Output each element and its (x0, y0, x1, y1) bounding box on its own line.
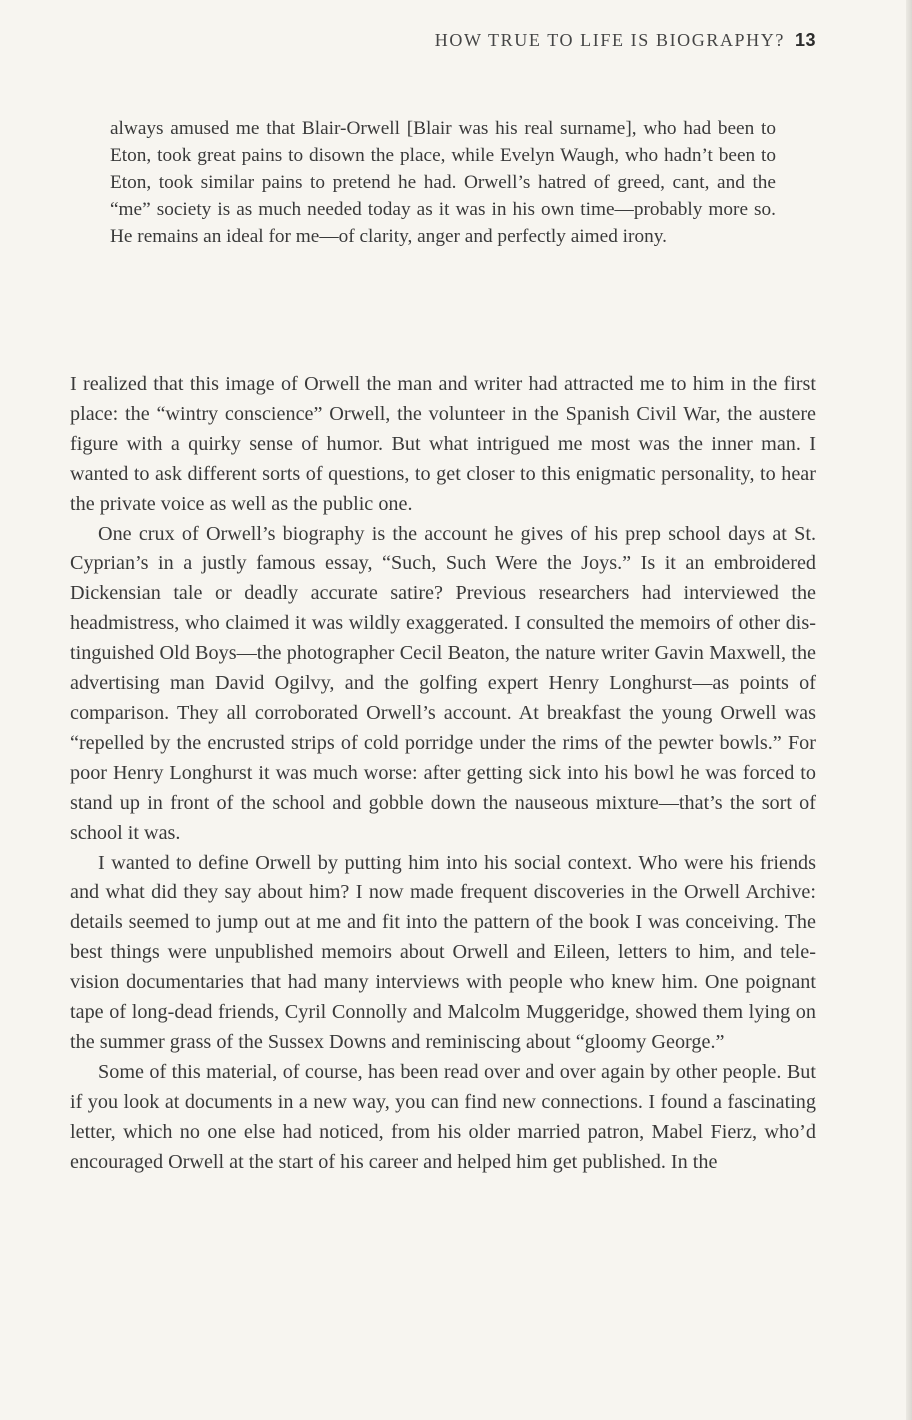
paragraph: One crux of Orwell’s biography is the account he gives of his prep school days at St. Cyprian’s in a justly famous essay, “Such, Such Were the Joys.” Is it an embroidered Dickensian tale or deadly accurate satire? Previous researchers had interviewed the headmistress, who claimed it was wildly exaggerated. I consulted the memoirs of other distinguished Old Boys—the photographer Cecil Beaton, the nature writer Gavin Maxwell, the advertising man David Ogilvy, and the golfing expert Henry Longhurst—as points of comparison. They all corroborated Orwell’s account. At breakfast the young Orwell was “repelled by the encrusted strips of cold porridge under the rims of the pewter bowls.” For poor Henry Longhurst it was much worse: after getting sick into his bowl he was forced to stand up in front of the school and gobble down the nauseous mixture—that’s the sort of school it was. (70, 522, 816, 844)
running-header (435, 30, 816, 51)
body-text (70, 370, 816, 1177)
paragraph: Some of this material, of course, has been read over and over again by other people. But if you look at documents in a new way, you can find new connections. I found a fascinating letter, which no one else had noticed, from his older married patron, Mabel Fierz, who’d encouraged Orwell at the start of his career and helped him get published. In the (70, 1060, 816, 1173)
block-quote-text: always amused me that Blair-Orwell [Blair was his real surname], who had been to Eton, took great pains to disown the place, while Evelyn Waugh, who hadn’t been to Eton, took similar pains to pretend he had. Orwell’s hatred of greed, cant, and the “me” society is as much needed today as it was in his own time—probably more so. He remains an ideal for me—of clarity, anger and perfectly aimed irony. (110, 118, 776, 247)
page-number: 13 (794, 30, 816, 50)
running-title: HOW TRUE TO LIFE IS BIOGRAPHY? (434, 30, 785, 50)
block-quote (110, 116, 776, 251)
paragraph: I realized that this image of Orwell the man and writer had attracted me to him in the first place: the “wintry conscience” Orwell, the volunteer in the Spanish Civil War, the austere figure with a quirky sense of humor. But what intrigued me most was the inner man. I wanted to ask different sorts of questions, to get closer to this enigmatic personality, to hear the private voice as well as the public one. (70, 373, 816, 515)
paragraph: I wanted to define Orwell by putting him into his social context. Who were his friends and what did they say about him? I now made frequent discoveries in the Orwell Archive: details seemed to jump out at me and fit into the pattern of the book I was conceiving. The best things were unpublished memoirs about Orwell and Eileen, letters to him, and television documentaries that had many interviews with people who knew him. One poignant tape of long-dead friends, Cyril Connolly and Malcolm Muggeridge, showed them lying on the summer grass of the Sussex Downs and reminiscing about “gloomy George.” (70, 851, 816, 1053)
page-edge (906, 0, 912, 1420)
